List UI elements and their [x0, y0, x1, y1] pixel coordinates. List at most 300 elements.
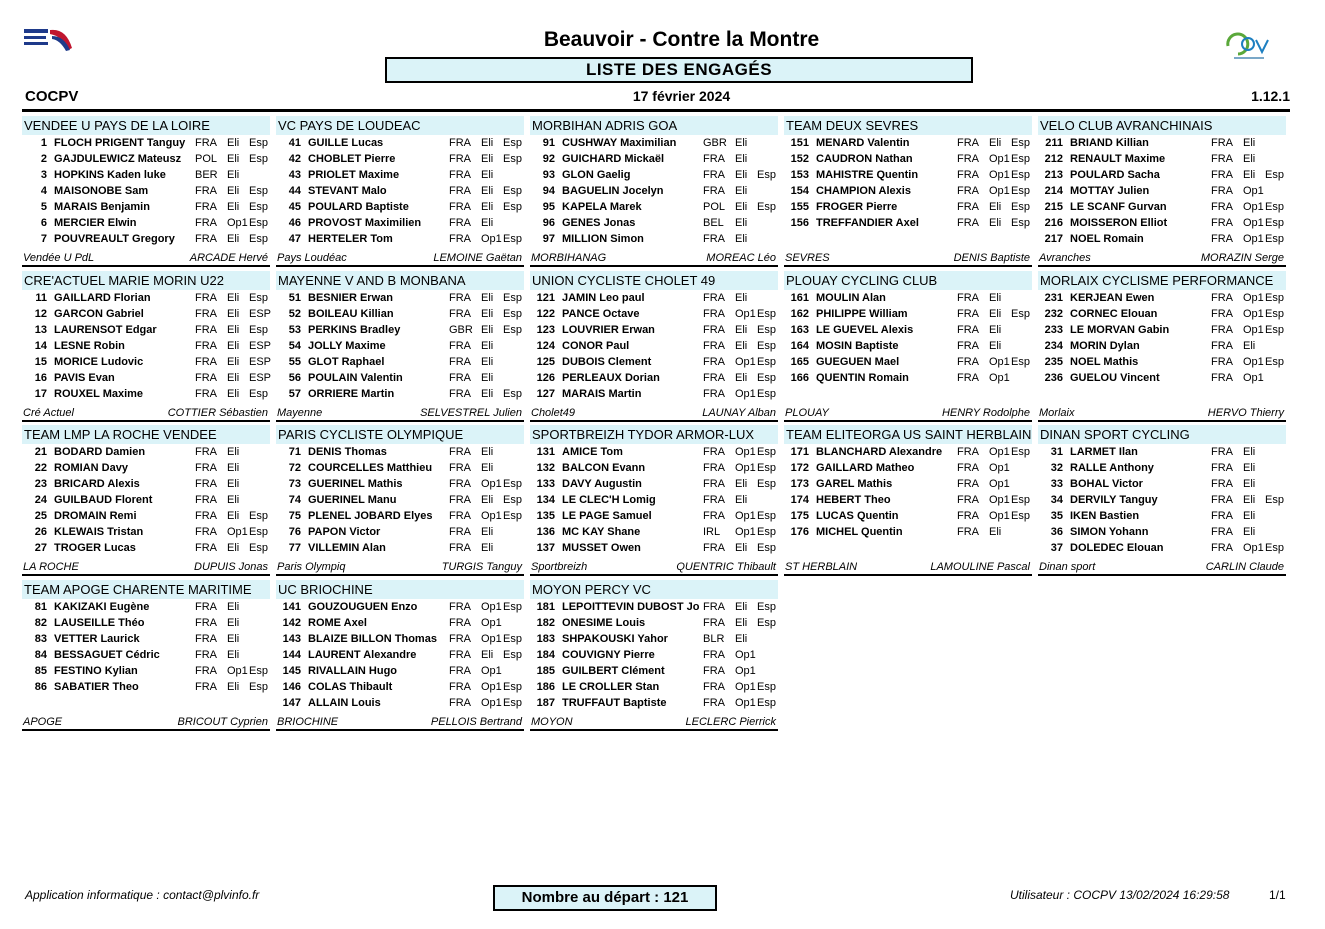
- rider-number: 42: [288, 153, 301, 165]
- rider-name: DERVILY Tanguy: [1070, 494, 1158, 506]
- rider-category: Eli: [227, 324, 240, 336]
- rider-name: ROME Axel: [308, 617, 367, 629]
- rider-subcategory: Esp: [1011, 217, 1030, 229]
- rider-name: AMICE Tom: [562, 446, 623, 458]
- rider-row: [784, 183, 1032, 199]
- team-code: Paris Olympiq: [277, 561, 346, 573]
- rider-row: [530, 492, 778, 508]
- rider-subcategory: Esp: [757, 356, 776, 368]
- rider-number: 215: [1044, 201, 1063, 213]
- team-footer: [530, 559, 778, 576]
- rider-name: STEVANT Malo: [308, 185, 387, 197]
- rider-category: Op1: [1243, 201, 1264, 213]
- rider-subcategory: ESP: [249, 356, 272, 368]
- rider-category: Eli: [481, 169, 494, 181]
- rider-nationality: FRA: [703, 388, 725, 400]
- rider-name: GUELOU Vincent: [1070, 372, 1160, 384]
- rider-number: 234: [1044, 340, 1063, 352]
- rider-category: Eli: [227, 169, 240, 181]
- rider-number: 14: [34, 340, 47, 352]
- rider-category: Eli: [227, 372, 240, 384]
- rider-category: Eli: [227, 356, 240, 368]
- rider-category: Eli: [227, 185, 240, 197]
- team-code: MOYON: [531, 716, 573, 728]
- rider-row: [530, 631, 778, 647]
- rider-category: Op1: [989, 153, 1010, 165]
- rider-category: Op1: [481, 665, 502, 677]
- rider-row: [276, 615, 524, 631]
- rider-number: 45: [288, 201, 301, 213]
- rider-subcategory: Esp: [757, 526, 776, 538]
- rider-number: 55: [288, 356, 301, 368]
- rider-row: [276, 695, 524, 711]
- rider-name: GOUZOUGUEN Enzo: [308, 601, 418, 613]
- rider-name: CORNEC Elouan: [1070, 308, 1158, 320]
- rider-name: KLEWAIS Tristan: [54, 526, 144, 538]
- rider-row: [276, 135, 524, 151]
- rider-name: ORRIERE Martin: [308, 388, 395, 400]
- rider-nationality: FRA: [703, 697, 725, 709]
- rider-row: [784, 370, 1032, 386]
- rider-category: Eli: [481, 542, 494, 554]
- rider-nationality: FRA: [449, 340, 471, 352]
- team-footer: [1038, 559, 1286, 576]
- rider-row: [22, 460, 270, 476]
- rider-nationality: FRA: [703, 169, 725, 181]
- rider-row: [22, 599, 270, 615]
- rider-subcategory: Esp: [503, 681, 522, 693]
- rider-name: GLOT Raphael: [308, 356, 385, 368]
- rider-row: [1038, 492, 1286, 508]
- rider-row: [784, 444, 1032, 460]
- rider-row: [276, 322, 524, 338]
- team-name: VENDEE U PAYS DE LA LOIRE: [22, 116, 270, 135]
- rider-name: POULARD Sacha: [1070, 169, 1160, 181]
- rider-number: 35: [1050, 510, 1063, 522]
- rider-number: 26: [34, 526, 47, 538]
- rider-category: Eli: [227, 153, 240, 165]
- rider-category: Eli: [227, 633, 240, 645]
- rider-row: [530, 647, 778, 663]
- rider-subcategory: Esp: [757, 169, 776, 181]
- rider-list: [1038, 290, 1286, 405]
- rider-category: Op1: [989, 372, 1010, 384]
- rider-list: [784, 290, 1032, 405]
- rider-row: [276, 599, 524, 615]
- rider-nationality: FRA: [449, 446, 471, 458]
- rider-number: 47: [288, 233, 301, 245]
- rider-category: Op1: [481, 633, 502, 645]
- team-name: UNION CYCLISTE CHOLET 49: [530, 271, 778, 290]
- rider-category: Eli: [735, 633, 748, 645]
- rider-row: [22, 444, 270, 460]
- rider-nationality: FRA: [1211, 324, 1233, 336]
- rider-name: MOULIN Alan: [816, 292, 886, 304]
- rider-nationality: FRA: [1211, 356, 1233, 368]
- team-footer: [530, 405, 778, 422]
- rider-nationality: FRA: [195, 510, 217, 522]
- team-code: Cholet49: [531, 407, 576, 419]
- rider-nationality: FRA: [957, 201, 979, 213]
- footer-user: Utilisateur : COCPV 13/02/2024 16:29:58: [1010, 888, 1230, 902]
- rider-category: Eli: [735, 185, 748, 197]
- rider-name: LARMET Ilan: [1070, 446, 1138, 458]
- rider-row: [784, 290, 1032, 306]
- rider-subcategory: Esp: [1011, 169, 1030, 181]
- rider-nationality: FRA: [195, 526, 217, 538]
- rider-row: [276, 215, 524, 231]
- team-block: [530, 116, 778, 269]
- rider-subcategory: Esp: [1011, 510, 1030, 522]
- rider-name: CHAMPION Alexis: [816, 185, 911, 197]
- team-footer: [276, 250, 524, 267]
- rider-category: Eli: [481, 356, 494, 368]
- rider-number: 73: [288, 478, 301, 490]
- team-name: DINAN SPORT CYCLING: [1038, 425, 1286, 444]
- rider-row: [1038, 306, 1286, 322]
- rider-row: [530, 306, 778, 322]
- rider-category: Eli: [481, 324, 494, 336]
- rider-name: ROUXEL Maxime: [54, 388, 144, 400]
- rider-nationality: FRA: [195, 681, 217, 693]
- rider-name: LOUVRIER Erwan: [562, 324, 655, 336]
- rider-number: 161: [790, 292, 809, 304]
- rider-nationality: FRA: [195, 462, 217, 474]
- rider-subcategory: Esp: [503, 601, 522, 613]
- rider-nationality: FRA: [703, 372, 725, 384]
- rider-nationality: FRA: [957, 356, 979, 368]
- rider-subcategory: Esp: [757, 681, 776, 693]
- rider-number: 165: [790, 356, 809, 368]
- rider-nationality: FRA: [449, 649, 471, 661]
- rider-subcategory: Esp: [1011, 356, 1030, 368]
- team-block: [530, 425, 778, 578]
- rider-number: 4: [40, 185, 47, 197]
- rider-name: MERCIER Elwin: [54, 217, 137, 229]
- rider-nationality: FRA: [703, 324, 725, 336]
- rider-row: [22, 386, 270, 402]
- page-subtitle: LISTE DES ENGAGÉS: [385, 57, 973, 83]
- team-manager: LAMOULINE Pascal: [930, 561, 1030, 573]
- rider-nationality: FRA: [703, 153, 725, 165]
- rider-nationality: FRA: [195, 478, 217, 490]
- rider-nationality: FRA: [449, 153, 471, 165]
- team-manager: DENIS Baptiste: [953, 252, 1030, 264]
- rider-subcategory: Esp: [249, 510, 268, 522]
- rider-row: [22, 231, 270, 247]
- rider-category: Op1: [481, 233, 502, 245]
- team-name: PARIS CYCLISTE OLYMPIQUE: [276, 425, 524, 444]
- rider-subcategory: Esp: [757, 462, 776, 474]
- rider-name: IKEN Bastien: [1070, 510, 1140, 522]
- rider-list: [22, 290, 270, 405]
- rider-nationality: FRA: [449, 372, 471, 384]
- rider-row: [1038, 231, 1286, 247]
- rider-number: 91: [542, 137, 555, 149]
- team-block: [22, 271, 270, 424]
- rider-number: 74: [288, 494, 301, 506]
- rider-category: Eli: [481, 308, 494, 320]
- rider-row: [530, 679, 778, 695]
- rider-row: [530, 338, 778, 354]
- rider-category: Eli: [481, 446, 494, 458]
- rider-row: [1038, 370, 1286, 386]
- rider-subcategory: Esp: [249, 665, 268, 677]
- rider-row: [784, 135, 1032, 151]
- rider-nationality: FRA: [703, 233, 725, 245]
- rider-number: 184: [536, 649, 555, 661]
- rider-number: 51: [288, 292, 301, 304]
- team-block: [784, 425, 1032, 578]
- team-manager: LAUNAY Alban: [702, 407, 776, 419]
- rider-number: 137: [536, 542, 555, 554]
- rider-number: 34: [1050, 494, 1063, 506]
- rider-row: [22, 663, 270, 679]
- rider-nationality: FRA: [195, 649, 217, 661]
- rider-category: Eli: [481, 372, 494, 384]
- rider-nationality: FRA: [703, 617, 725, 629]
- rider-category: Eli: [989, 324, 1002, 336]
- rider-nationality: POL: [195, 153, 218, 165]
- rider-category: Eli: [481, 217, 494, 229]
- rider-row: [276, 476, 524, 492]
- rider-list: [1038, 135, 1286, 250]
- rider-category: Op1: [1243, 292, 1264, 304]
- rider-category: Eli: [1243, 526, 1256, 538]
- rider-nationality: FRA: [1211, 185, 1233, 197]
- rider-number: 94: [542, 185, 555, 197]
- rider-row: [22, 615, 270, 631]
- rider-subcategory: Esp: [503, 697, 522, 709]
- rider-name: GAJDULEWICZ Mateusz: [54, 153, 182, 165]
- rider-nationality: FRA: [195, 185, 217, 197]
- rider-category: Op1: [227, 665, 248, 677]
- rider-category: Eli: [481, 292, 494, 304]
- rider-number: 16: [34, 372, 47, 384]
- team-code: Morlaix: [1039, 407, 1075, 419]
- rider-category: Eli: [227, 340, 240, 352]
- rider-subcategory: ESP: [249, 372, 272, 384]
- team-block: [276, 425, 524, 578]
- rider-row: [22, 322, 270, 338]
- rider-number: 186: [536, 681, 555, 693]
- rider-nationality: GBR: [703, 137, 727, 149]
- version: 1.12.1: [1251, 88, 1290, 104]
- rider-nationality: FRA: [1211, 542, 1233, 554]
- rider-name: GUICHARD Mickaël: [562, 153, 665, 165]
- rider-name: KAPELA Marek: [562, 201, 642, 213]
- rider-number: 124: [536, 340, 555, 352]
- rider-number: 212: [1044, 153, 1063, 165]
- rider-row: [530, 460, 778, 476]
- rider-category: Eli: [227, 446, 240, 458]
- rider-list: [530, 290, 778, 405]
- team-footer: [22, 559, 270, 576]
- rider-name: CAUDRON Nathan: [816, 153, 913, 165]
- rider-category: Op1: [735, 308, 756, 320]
- rider-nationality: FRA: [449, 217, 471, 229]
- team-name: VC PAYS DE LOUDEAC: [276, 116, 524, 135]
- rider-name: KAKIZAKI Eugène: [54, 601, 150, 613]
- rider-category: Eli: [735, 233, 748, 245]
- rider-category: Eli: [735, 292, 748, 304]
- team-block: [22, 116, 270, 269]
- rider-subcategory: Esp: [1265, 356, 1284, 368]
- rider-number: 84: [34, 649, 47, 661]
- rider-category: Eli: [989, 308, 1002, 320]
- rider-number: 132: [536, 462, 555, 474]
- rider-subcategory: Esp: [1011, 446, 1030, 458]
- team-manager: TURGIS Tanguy: [441, 561, 522, 573]
- rider-row: [22, 354, 270, 370]
- rider-name: TRUFFAUT Baptiste: [562, 697, 667, 709]
- rider-number: 143: [282, 633, 301, 645]
- rider-number: 21: [34, 446, 47, 458]
- rider-row: [22, 135, 270, 151]
- rider-row: [1038, 508, 1286, 524]
- rider-category: Eli: [735, 201, 748, 213]
- team-footer: [530, 714, 778, 731]
- team-code: APOGE: [23, 716, 63, 728]
- rider-name: ONESIME Louis: [562, 617, 646, 629]
- team-manager: SELVESTREL Julien: [420, 407, 522, 419]
- rider-category: Eli: [735, 601, 748, 613]
- rider-name: LE PAGE Samuel: [562, 510, 652, 522]
- rider-number: 164: [790, 340, 809, 352]
- rider-category: Op1: [481, 510, 502, 522]
- rider-row: [784, 199, 1032, 215]
- rider-number: 232: [1044, 308, 1063, 320]
- starters-count: Nombre au départ : 121: [493, 885, 717, 911]
- rider-name: GAILLARD Matheo: [816, 462, 915, 474]
- rider-name: GUERINEL Manu: [308, 494, 397, 506]
- rider-name: POUVREAULT Gregory: [54, 233, 175, 245]
- rider-nationality: FRA: [449, 233, 471, 245]
- team-code: Vendée U PdL: [23, 252, 95, 264]
- rider-nationality: FRA: [703, 649, 725, 661]
- rider-subcategory: Esp: [757, 697, 776, 709]
- rider-name: BRICARD Alexis: [54, 478, 140, 490]
- rider-row: [784, 338, 1032, 354]
- rider-number: 216: [1044, 217, 1063, 229]
- team-manager: PELLOIS Bertrand: [430, 716, 522, 728]
- rider-nationality: BER: [195, 169, 218, 181]
- rider-nationality: FRA: [1211, 372, 1233, 384]
- rider-number: 145: [282, 665, 301, 677]
- rider-number: 133: [536, 478, 555, 490]
- rider-name: CUSHWAY Maximilian: [562, 137, 677, 149]
- rider-category: Op1: [735, 649, 756, 661]
- team-name: TEAM ELITEORGA US SAINT HERBLAIN: [786, 427, 1032, 442]
- rider-category: Eli: [1243, 510, 1256, 522]
- team-name: MORLAIX CYCLISME PERFORMANCE: [1038, 271, 1286, 290]
- page-number: 1/1: [1269, 888, 1286, 902]
- rider-row: [530, 524, 778, 540]
- rider-row: [530, 135, 778, 151]
- rider-name: MC KAY Shane: [562, 526, 641, 538]
- rider-row: [1038, 540, 1286, 556]
- rider-row: [530, 199, 778, 215]
- rider-number: 151: [790, 137, 809, 149]
- rider-number: 141: [282, 601, 301, 613]
- rider-number: 156: [790, 217, 809, 229]
- team-footer: [784, 559, 1032, 576]
- rider-subcategory: Esp: [503, 324, 522, 336]
- rider-row: [1038, 199, 1286, 215]
- rider-number: 2: [40, 153, 47, 165]
- rider-nationality: FRA: [1211, 201, 1233, 213]
- rider-number: 183: [536, 633, 555, 645]
- rider-row: [530, 151, 778, 167]
- rider-nationality: FRA: [703, 185, 725, 197]
- rider-nationality: FRA: [957, 169, 979, 181]
- rider-name: BLANCHARD Alexandre: [816, 446, 943, 458]
- rider-number: 43: [288, 169, 301, 181]
- rider-nationality: GBR: [449, 324, 473, 336]
- rider-row: [276, 663, 524, 679]
- rider-subcategory: Esp: [503, 494, 522, 506]
- rider-category: Eli: [1243, 153, 1256, 165]
- rider-category: Eli: [1243, 494, 1256, 506]
- rider-subcategory: Esp: [249, 388, 268, 400]
- rider-nationality: FRA: [703, 356, 725, 368]
- team-code: Cré Actuel: [23, 407, 74, 419]
- rider-category: Op1: [1243, 542, 1264, 554]
- rider-number: 33: [1050, 478, 1063, 490]
- rider-category: Eli: [481, 153, 494, 165]
- rider-subcategory: Esp: [757, 340, 776, 352]
- rider-row: [530, 663, 778, 679]
- team-block: [530, 271, 778, 424]
- rider-name: MUSSET Owen: [562, 542, 641, 554]
- team-code: Dinan sport: [1039, 561, 1096, 573]
- rider-number: 17: [34, 388, 47, 400]
- rider-number: 147: [282, 697, 301, 709]
- rider-row: [22, 199, 270, 215]
- rider-nationality: FRA: [957, 340, 979, 352]
- team-name: TEAM DEUX SEVRES: [784, 116, 1032, 135]
- team-code: Avranches: [1039, 252, 1091, 264]
- rider-row: [276, 386, 524, 402]
- rider-name: KERJEAN Ewen: [1070, 292, 1155, 304]
- rider-number: 153: [790, 169, 809, 181]
- rider-row: [530, 386, 778, 402]
- rider-name: LAURENT Alexandre: [308, 649, 417, 661]
- rider-row: [784, 215, 1032, 231]
- rider-nationality: FRA: [449, 617, 471, 629]
- team-block: [276, 116, 524, 269]
- rider-nationality: FRA: [957, 446, 979, 458]
- rider-nationality: FRA: [195, 217, 217, 229]
- rider-nationality: FRA: [703, 462, 725, 474]
- rider-nationality: FRA: [195, 201, 217, 213]
- rider-number: 231: [1044, 292, 1063, 304]
- rider-name: BOILEAU Killian: [308, 308, 394, 320]
- rider-row: [22, 508, 270, 524]
- team-block: [276, 580, 524, 733]
- rider-nationality: FRA: [1211, 217, 1233, 229]
- rider-category: Eli: [481, 494, 494, 506]
- rider-name: GUILBAUD Florent: [54, 494, 153, 506]
- rider-name: LAUSEILLE Théo: [54, 617, 145, 629]
- rider-name: MAHISTRE Quentin: [816, 169, 919, 181]
- rider-subcategory: Esp: [503, 233, 522, 245]
- rider-name: LUCAS Quentin: [816, 510, 899, 522]
- rider-number: 57: [288, 388, 301, 400]
- rider-name: DUBOIS Clement: [562, 356, 652, 368]
- rider-number: 5: [40, 201, 47, 213]
- rider-row: [530, 167, 778, 183]
